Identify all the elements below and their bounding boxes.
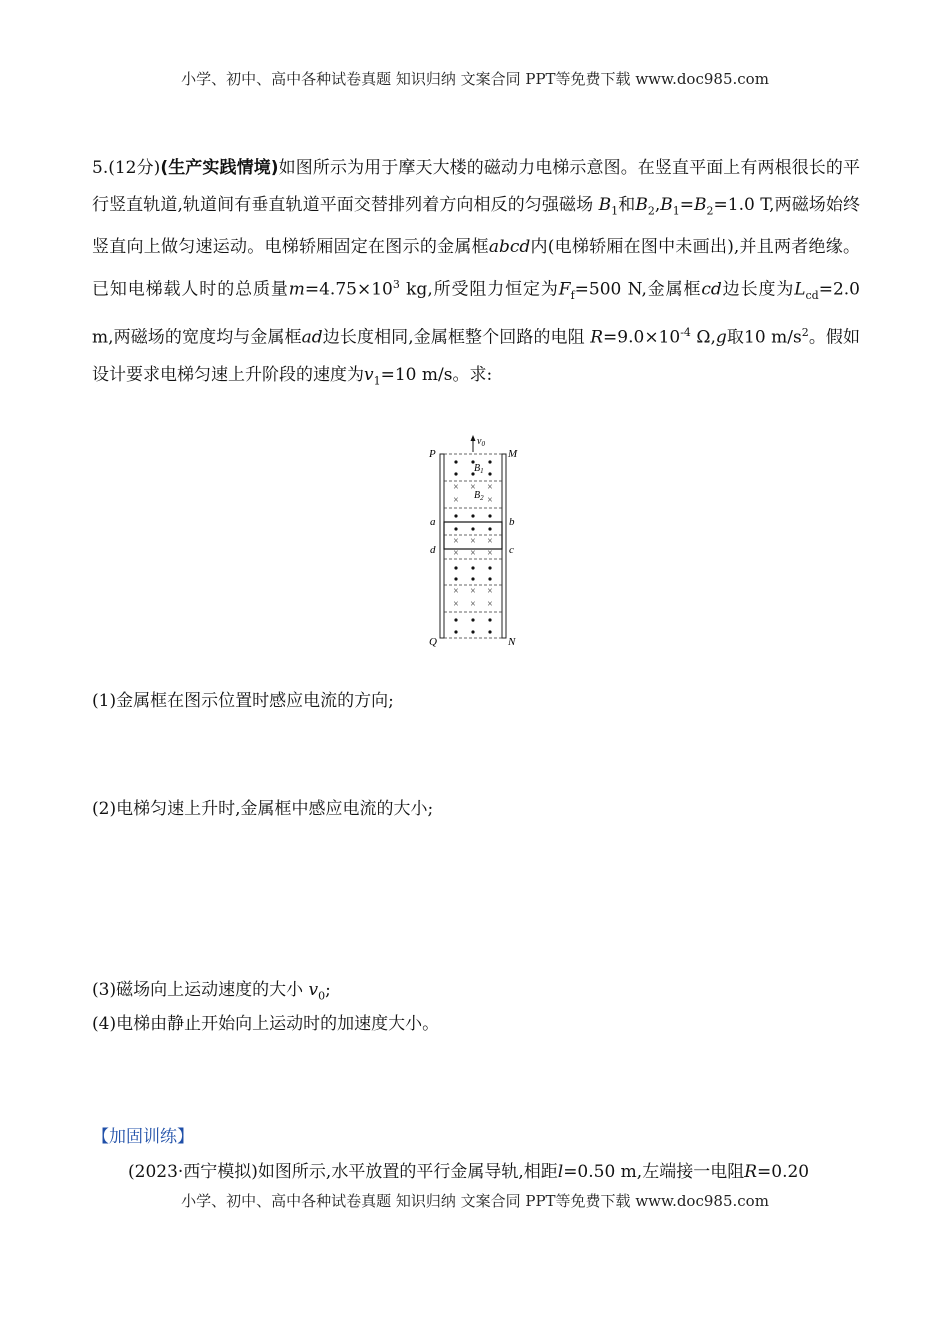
- label-c: c: [509, 544, 514, 556]
- svg-text:×: ×: [487, 536, 493, 547]
- label-d: d: [430, 544, 436, 556]
- svg-text:×: ×: [487, 495, 493, 506]
- svg-text:×: ×: [470, 586, 476, 597]
- problem-number: 5.(12分): [92, 158, 161, 178]
- label-v0: $v_0$: [477, 436, 485, 448]
- svg-text:×: ×: [487, 599, 493, 610]
- svg-text:×: ×: [470, 536, 476, 547]
- label-P: P: [429, 448, 436, 460]
- right-rail: [502, 454, 506, 638]
- question-3: (3)磁场向上运动速度的大小 $v_0$;: [92, 980, 331, 1003]
- svg-text:×: ×: [470, 482, 476, 493]
- problem-category: (生产实践情境): [160, 158, 279, 178]
- label-N: N: [508, 636, 516, 648]
- question-1: (1)金属框在图示位置时感应电流的方向;: [92, 691, 394, 711]
- svg-text:×: ×: [487, 482, 493, 493]
- svg-text:×: ×: [453, 495, 459, 506]
- next-problem: (2023·西宁模拟)如图所示,水平放置的平行金属导轨,相距l=0.50 m,左端接一电阻R=0.20: [128, 1162, 810, 1182]
- left-rail: [440, 454, 444, 638]
- question-4: (4)电梯由静止开始向上运动时的加速度大小。: [92, 1014, 440, 1034]
- svg-text:×: ×: [453, 482, 459, 493]
- svg-text:×: ×: [470, 548, 476, 559]
- svg-text:×: ×: [487, 548, 493, 559]
- label-b2: $B_2$: [474, 490, 484, 502]
- svg-text:×: ×: [470, 599, 476, 610]
- page-header: 小学、初中、高中各种试卷真题 知识归纳 文案合同 PPT等免费下载 www.doc985.com: [181, 70, 769, 88]
- svg-text:×: ×: [453, 586, 459, 597]
- field-crosses: [453, 482, 493, 610]
- label-M: M: [508, 448, 518, 460]
- svg-text:×: ×: [453, 536, 459, 547]
- svg-text:×: ×: [453, 599, 459, 610]
- problem-statement: 5.(12分)(生产实践情境)如图所示为用于摩天大楼的磁动力电梯示意图。在竖直平面上有两根很长的平行竖直轨道,轨道间有垂直轨道平面交替排列着方向相反的匀强磁场 $B_1$和$B_2,B_1=B_2=1.0$ T,两磁场始终竖直向上做匀速运动。电梯轿厢固定在图示的金属框abcd内(电梯轿厢在图中未画出),并且两者绝缘。已知电梯载人时的总质量$m=4.75\times 10^3$ kg,所受阻力恒定为$F_f=500$ N,金属框cd边长度为$L_{cd}=2.0$ m,两磁场的宽度均与金属框ad边长度相同,金属框整个回路的电阻 $R=9.0\times 10^{-4}$ Ω,g取10 $m/s^2$。假如设计要求电梯匀速上升阶段的速度为$v_1=10$ m/s。求:: [92, 158, 861, 388]
- label-b: b: [509, 516, 515, 528]
- svg-text:×: ×: [487, 586, 493, 597]
- elevator-diagram: [418, 432, 530, 654]
- label-b1: $B_1$: [474, 463, 484, 475]
- section-tag: 【加固训练】: [92, 1127, 194, 1147]
- label-Q: Q: [429, 636, 437, 648]
- question-2: (2)电梯匀速上升时,金属框中感应电流的大小;: [92, 799, 434, 819]
- svg-text:×: ×: [453, 548, 459, 559]
- label-a: a: [430, 516, 436, 528]
- page-footer: 小学、初中、高中各种试卷真题 知识归纳 文案合同 PPT等免费下载 www.doc985.com: [181, 1192, 769, 1210]
